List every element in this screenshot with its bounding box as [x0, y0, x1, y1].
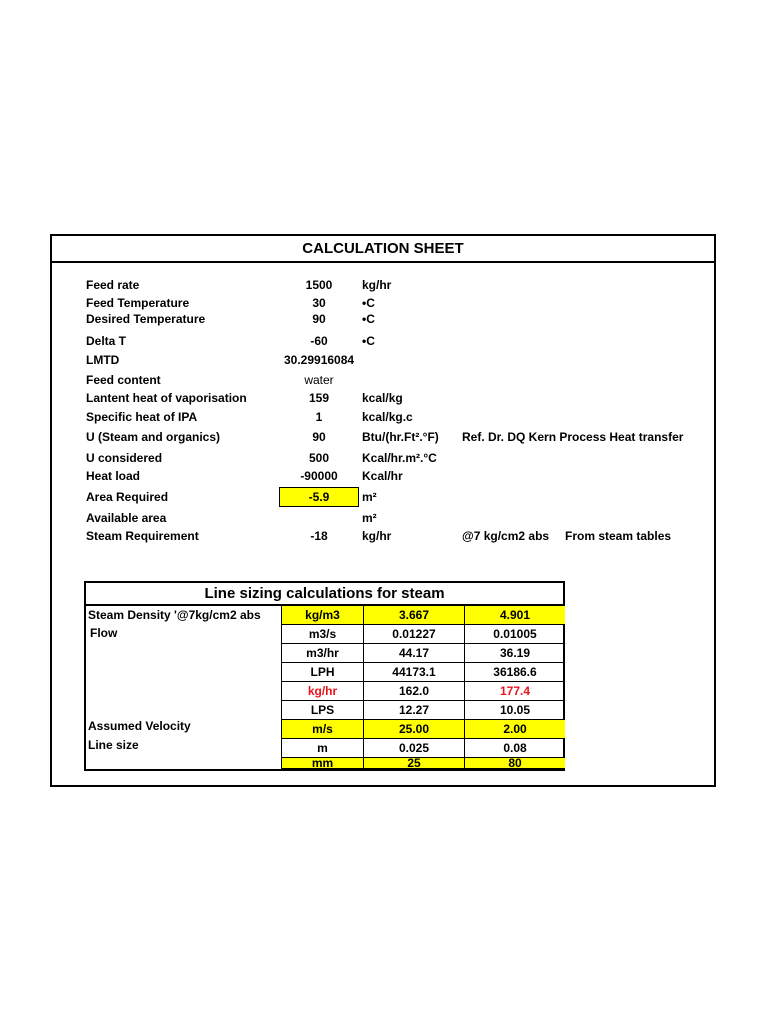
row-u-considered — [52, 449, 714, 467]
flow-kghr-value-2: 177.4 — [464, 682, 565, 701]
flow-lph-unit: LPH — [281, 663, 363, 682]
unit: kg/hr — [362, 529, 392, 543]
flow-kghr-unit: kg/hr — [281, 682, 363, 701]
flow-kghr-value-1: 162.0 — [363, 682, 464, 701]
flow-lps-value-1: 12.27 — [363, 701, 464, 720]
label: Feed content — [86, 373, 161, 387]
unit: kcal/kg.c — [362, 410, 413, 424]
value: 90 — [312, 430, 326, 444]
row-steam-requirement — [52, 527, 714, 545]
line-size-mm-value-1: 25 — [363, 758, 464, 769]
flow-lps-value-2: 10.05 — [464, 701, 565, 720]
line-size-mm-unit: mm — [281, 758, 363, 769]
label: Feed rate — [86, 278, 140, 292]
unit: Btu/(hr.Ft².°F) — [362, 430, 439, 444]
flow-m3hr-value-1: 44.17 — [363, 644, 464, 663]
value: -18 — [310, 529, 328, 543]
unit: Kcal/hr — [362, 469, 403, 483]
line-sizing-frame — [84, 606, 565, 771]
assumed-velocity-label: Assumed Velocity — [88, 719, 191, 733]
value: water — [304, 373, 334, 387]
row-desired-temperature — [52, 310, 714, 328]
label: Lantent heat of vaporisation — [86, 391, 247, 405]
value: -60 — [310, 334, 328, 348]
reference-note: Ref. Dr. DQ Kern Process Heat transfer — [462, 430, 684, 444]
line-size-label: Line size — [88, 738, 139, 752]
value: -90000 — [300, 469, 338, 483]
row-latent-heat — [52, 389, 714, 407]
sheet-title: CALCULATION SHEET — [52, 236, 714, 263]
unit: Kcal/hr.m².°C — [362, 451, 437, 465]
line-size-mm-value-2: 80 — [464, 758, 565, 769]
row-u-steam-organics — [52, 428, 714, 446]
flow-m3s-unit: m3/s — [281, 625, 363, 644]
unit: kcal/kg — [362, 391, 403, 405]
velocity-value-1: 25.00 — [363, 720, 464, 739]
row-feed-content — [52, 371, 714, 389]
line-sizing-table — [84, 581, 565, 771]
row-available-area — [52, 509, 714, 527]
row-specific-heat — [52, 408, 714, 426]
flow-m3s-value-2: 0.01005 — [464, 625, 565, 644]
line-size-m-value-2: 0.08 — [464, 739, 565, 758]
label: Area Required — [86, 490, 169, 504]
flow-lph-value-2: 36186.6 — [464, 663, 565, 682]
value: 1 — [315, 410, 323, 424]
source-note: From steam tables — [565, 529, 672, 543]
label: Specific heat of IPA — [86, 410, 198, 424]
row-heat-load — [52, 467, 714, 485]
unit: m² — [362, 511, 377, 525]
value: 500 — [308, 451, 330, 465]
unit: •C — [362, 296, 375, 310]
flow-m3s-value-1: 0.01227 — [363, 625, 464, 644]
pressure-note: @7 kg/cm2 abs — [462, 529, 550, 543]
density-value-1: 3.667 — [363, 606, 464, 625]
velocity-value-2: 2.00 — [464, 720, 565, 739]
row-area-required — [52, 488, 714, 506]
velocity-unit: m/s — [281, 720, 363, 739]
label: Heat load — [86, 469, 141, 483]
row-lmtd — [52, 351, 714, 369]
unit: •C — [362, 312, 375, 326]
flow-lps-unit: LPS — [281, 701, 363, 720]
density-unit: kg/m3 — [281, 606, 363, 625]
unit: •C — [362, 334, 375, 348]
label: U considered — [86, 451, 163, 465]
row-delta-t — [52, 332, 714, 350]
label: Steam Requirement — [86, 529, 199, 543]
value: 90 — [312, 312, 326, 326]
flow-m3hr-unit: m3/hr — [281, 644, 363, 663]
density-value-2: 4.901 — [464, 606, 565, 625]
label: Delta T — [86, 334, 127, 348]
label: LMTD — [86, 353, 120, 367]
value: 1500 — [305, 278, 333, 292]
label: U (Steam and organics) — [86, 430, 221, 444]
row-feed-rate — [52, 276, 714, 294]
line-size-m-unit: m — [281, 739, 363, 758]
flow-lph-value-1: 44173.1 — [363, 663, 464, 682]
label: Desired Temperature — [86, 312, 206, 326]
value: -5.9 — [308, 490, 330, 504]
calculation-sheet — [50, 234, 716, 787]
flow-m3hr-value-2: 36.19 — [464, 644, 565, 663]
unit: m² — [362, 490, 377, 504]
label: Feed Temperature — [86, 296, 190, 310]
steam-density-label: Steam Density '@7kg/cm2 abs — [88, 608, 261, 622]
label: Available area — [86, 511, 167, 525]
line-size-m-value-1: 0.025 — [363, 739, 464, 758]
value: 159 — [308, 391, 330, 405]
line-sizing-title: Line sizing calculations for steam — [84, 581, 565, 606]
value: 30 — [312, 296, 326, 310]
value: 30.29916084 — [284, 353, 355, 367]
flow-label: Flow — [90, 626, 118, 640]
unit: kg/hr — [362, 278, 392, 292]
